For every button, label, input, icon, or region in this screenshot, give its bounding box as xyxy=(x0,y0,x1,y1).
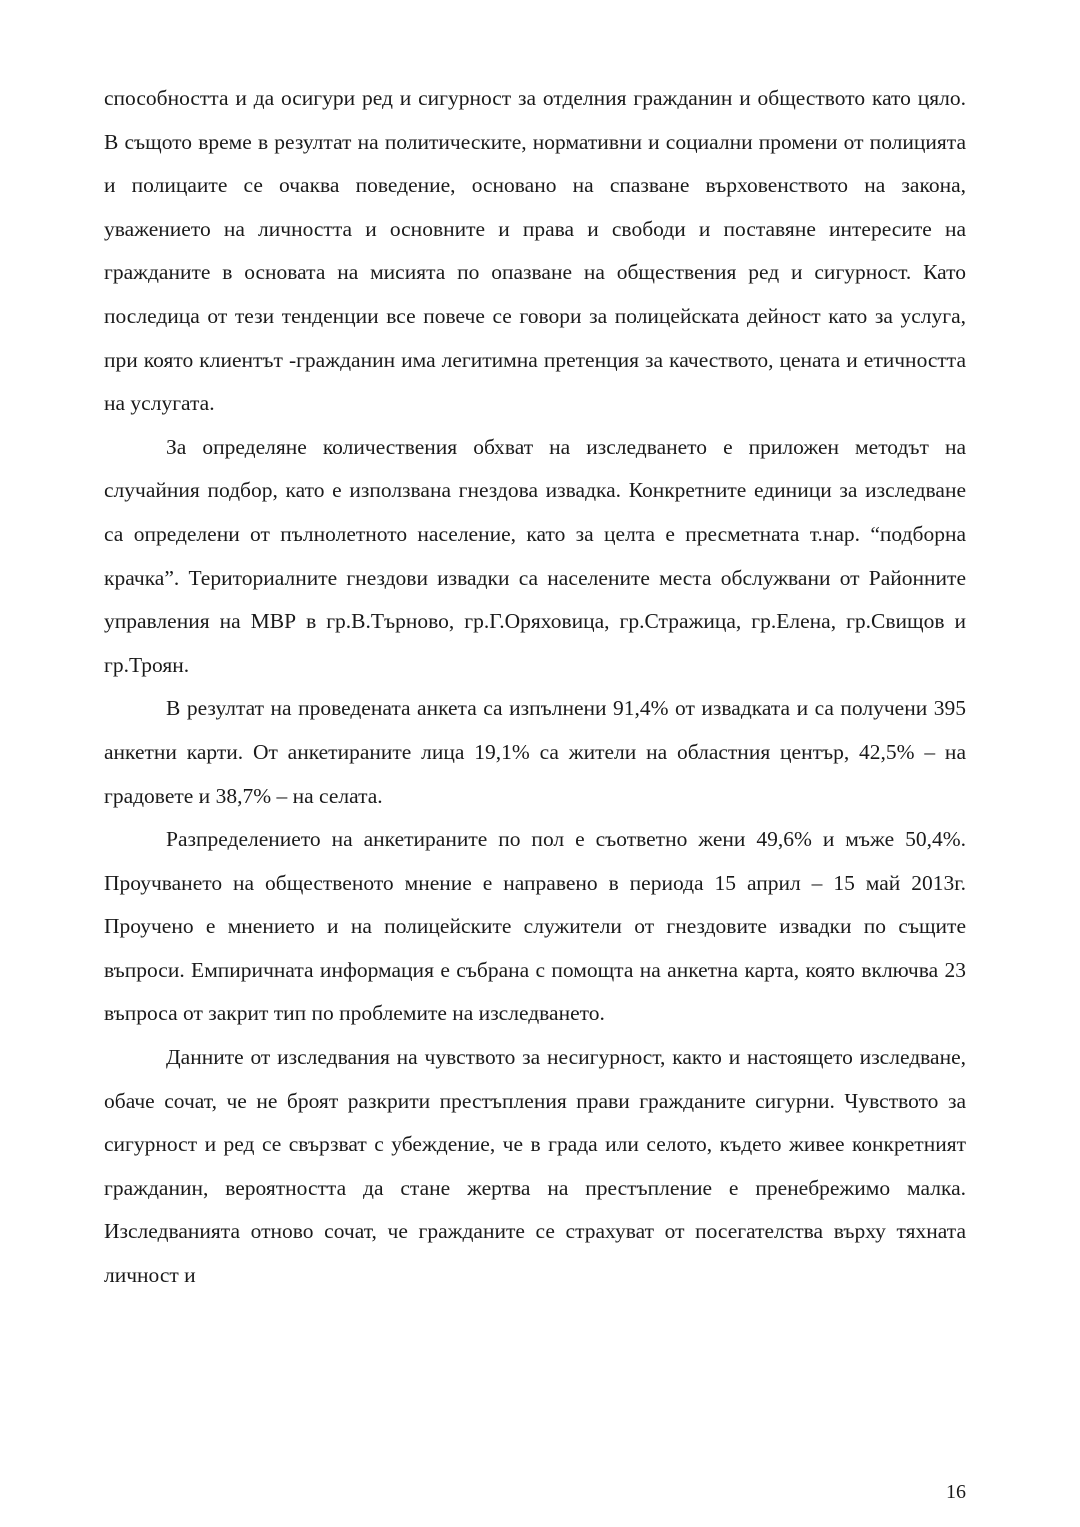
page-number: 16 xyxy=(946,1481,966,1503)
paragraph-5: Данните от изследвания на чувството за несигурност, както и настоящето изследване, обаче сочат, че не броят разкрити престъпления прави гражданите сигурни. Чувството за сигурност и ред се свързват с убеждение, че в града или селото, където живее конкретният гражданин, вероятността да стане жертва на престъпление е пренебрежимо малка. Изследванията отново сочат, че гражданите се страхуват от посегателства върху тяхната личност и xyxy=(104,1045,966,1288)
paragraph-2: За определяне количествения обхват на изследването е приложен методът на случайния подбор, като е използвана гнездова извадка. Конкретните единици за изследване са определени от пълнолетното население, като за целта е пресметната т.нар. “подборна крачка”. Териториалните гнездови извадки са населените места обслужвани от Районните управления на МВР в гр.В.Търново, гр.Г.Оряховица, гр.Стражица, гр.Елена, гр.Свищов и гр.Троян. xyxy=(104,434,966,677)
document-body xyxy=(104,77,966,1298)
paragraph-3: В резултат на проведената анкета са изпълнени 91,4% от извадката и са получени 395 анкетни карти. От анкетираните лица 19,1% са жители на областния център, 42,5% – на градовете и 38,7% – на селата. xyxy=(104,696,966,808)
paragraph-4: Разпределението на анкетираните по пол е съответно жени 49,6% и мъже 50,4%. Проучването на общественото мнение е направено в периода 15 април – 15 май 2013г. Проучено е мнението и на полицейските служители от гнездовите извадки по същите въпроси. Емпиричната информация е събрана с помощта на анкетна карта, която включва 23 въпроса от закрит тип по проблемите на изследването. xyxy=(104,827,966,1026)
paragraph-1: способността и да осигури ред и сигурност за отделния гражданин и обществото като цяло. В същото време в резултат на политическите, нормативни и социални промени от полицията и полицаите се очаква поведение, основано на спазване върховенството на закона, уважението на личността и основните и права и свободи и поставяне интересите на гражданите в основата на мисията по опазване на обществения ред и сигурност. Като последица от тези тенденции все повече се говори за полицейската дейност като за услуга, при която клиентът -гражданин има легитимна претенция за качеството, цената и етичността на услугата. xyxy=(104,86,966,416)
